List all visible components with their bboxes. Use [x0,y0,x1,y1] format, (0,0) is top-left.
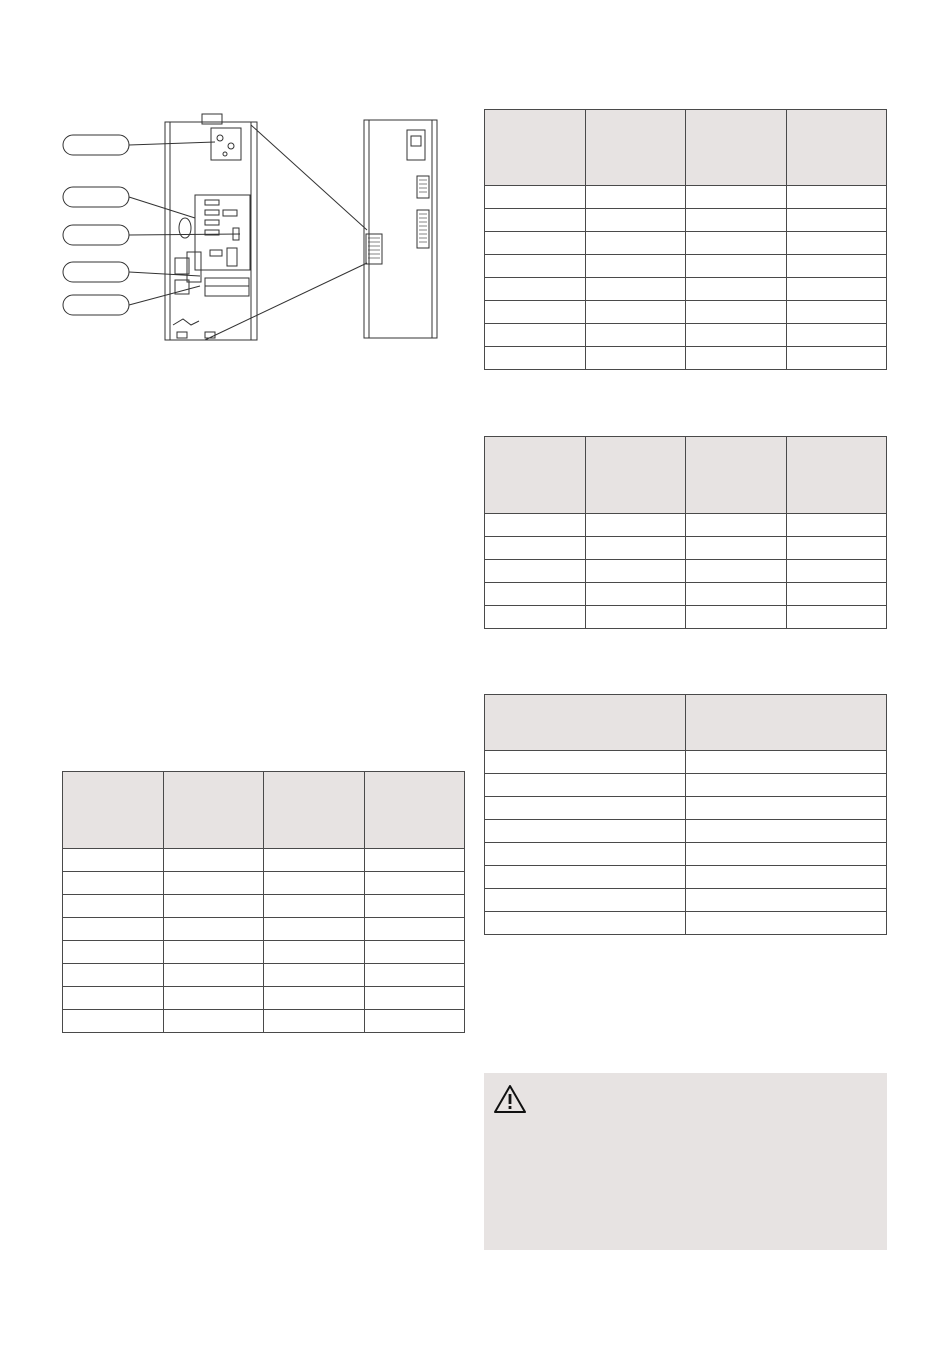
table-row [485,889,887,912]
table-cell [485,820,686,843]
table-cell [485,606,586,629]
table-row [485,324,887,347]
table-cell [485,232,586,255]
table-row [485,560,887,583]
table-cell [485,209,586,232]
table-cell [585,560,686,583]
warning-box [484,1073,887,1250]
table-header-row [485,437,887,514]
table-cell [786,278,887,301]
table-cell [686,255,787,278]
table-cell [485,751,686,774]
table-cell [485,537,586,560]
warning-triangle-icon [492,1083,528,1115]
table-3 [484,694,887,935]
table-cell [485,278,586,301]
table-row [485,606,887,629]
table-cell [585,514,686,537]
table-cell [585,186,686,209]
table-cell [163,941,264,964]
table-cell [786,301,887,324]
table-cell [686,301,787,324]
table-cell [686,820,887,843]
table-cell [485,560,586,583]
table-cell [786,324,887,347]
table-row [485,843,887,866]
table-cell [485,324,586,347]
table-cell [63,987,164,1010]
table-cell [485,843,686,866]
table-cell [686,514,787,537]
table-cell [786,186,887,209]
table-cell [264,941,365,964]
table-cell [686,560,787,583]
table-cell [364,872,465,895]
table-cell [585,606,686,629]
table-cell [485,583,586,606]
table-cell [364,964,465,987]
table-row [485,255,887,278]
table-cell [485,912,686,935]
callout-3 [63,225,129,245]
table-cell [585,583,686,606]
table-cell [786,209,887,232]
table-cell [163,895,264,918]
table-row [485,186,887,209]
callout-4 [63,262,129,282]
table-cell [63,849,164,872]
table-cell [686,537,787,560]
table-row [485,278,887,301]
table-cell [686,347,787,370]
header-cell [585,437,686,514]
table-row [485,232,887,255]
table-cell [686,232,787,255]
table-cell [585,255,686,278]
table-cell [485,866,686,889]
table-cell [585,537,686,560]
table-cell [786,537,887,560]
table-cell [786,232,887,255]
callout-2 [63,187,129,207]
table-cell [163,987,264,1010]
header-cell [585,110,686,186]
table-cell [63,1010,164,1033]
table-cell [163,918,264,941]
table-cell [485,514,586,537]
header-cell [485,695,686,751]
table-cell [63,941,164,964]
table-row [485,866,887,889]
table-row [485,514,887,537]
table-row [63,941,465,964]
table-cell [364,918,465,941]
table-row [485,820,887,843]
table-row [485,537,887,560]
table-cell [485,797,686,820]
table-cell [686,843,887,866]
table-row [63,964,465,987]
header-cell [786,437,887,514]
table-row [485,751,887,774]
table-cell [686,186,787,209]
table-row [63,987,465,1010]
table-cell [585,278,686,301]
table-cell [686,209,787,232]
table-cell [686,751,887,774]
table-cell [364,895,465,918]
table-cell [364,987,465,1010]
header-cell [786,110,887,186]
table-row [63,918,465,941]
table-cell [786,255,887,278]
table-cell [63,964,164,987]
callout-1 [63,135,129,155]
table-row [63,849,465,872]
table-row [485,797,887,820]
header-cell [63,772,164,849]
table-cell [264,849,365,872]
table-row [63,872,465,895]
table-cell [686,774,887,797]
table-cell [63,895,164,918]
table-cell [686,797,887,820]
header-cell [485,110,586,186]
table-cell [63,872,164,895]
table-cell [364,849,465,872]
table-4 [62,771,465,1033]
table-row [485,301,887,324]
table-cell [786,514,887,537]
table-cell [686,866,887,889]
table-cell [264,872,365,895]
table-cell [485,255,586,278]
table-2 [484,436,887,629]
table-cell [686,889,887,912]
table-cell [786,560,887,583]
table-row [485,774,887,797]
table-cell [264,1010,365,1033]
callout-5 [63,295,129,315]
header-cell [485,437,586,514]
table-cell [264,987,365,1010]
table-1 [484,109,887,370]
table-row [63,1010,465,1033]
table-cell [585,324,686,347]
table-cell [786,347,887,370]
header-cell [163,772,264,849]
table-header-row [485,110,887,186]
table-cell [686,278,787,301]
table-cell [264,895,365,918]
table-row [63,895,465,918]
table-cell [485,186,586,209]
table-cell [163,964,264,987]
table-cell [686,324,787,347]
header-cell [686,437,787,514]
table-cell [485,301,586,324]
table-header-row [485,695,887,751]
header-cell [264,772,365,849]
control-unit-diagram [55,100,455,350]
table-cell [264,918,365,941]
header-cell [686,695,887,751]
table-cell [585,347,686,370]
table-cell [485,889,686,912]
table-row [485,347,887,370]
table-cell [163,849,264,872]
header-cell [364,772,465,849]
table-cell [585,232,686,255]
table-cell [686,912,887,935]
table-cell [163,1010,264,1033]
table-row [485,583,887,606]
table-cell [485,347,586,370]
table-cell [786,583,887,606]
table-cell [585,301,686,324]
table-cell [163,872,264,895]
table-cell [786,606,887,629]
table-row [485,209,887,232]
table-cell [364,941,465,964]
table-row [485,912,887,935]
header-cell [686,110,787,186]
table-header-row [63,772,465,849]
table-cell [264,964,365,987]
table-cell [485,774,686,797]
table-cell [63,918,164,941]
table-cell [364,1010,465,1033]
table-cell [686,606,787,629]
table-cell [686,583,787,606]
table-cell [585,209,686,232]
